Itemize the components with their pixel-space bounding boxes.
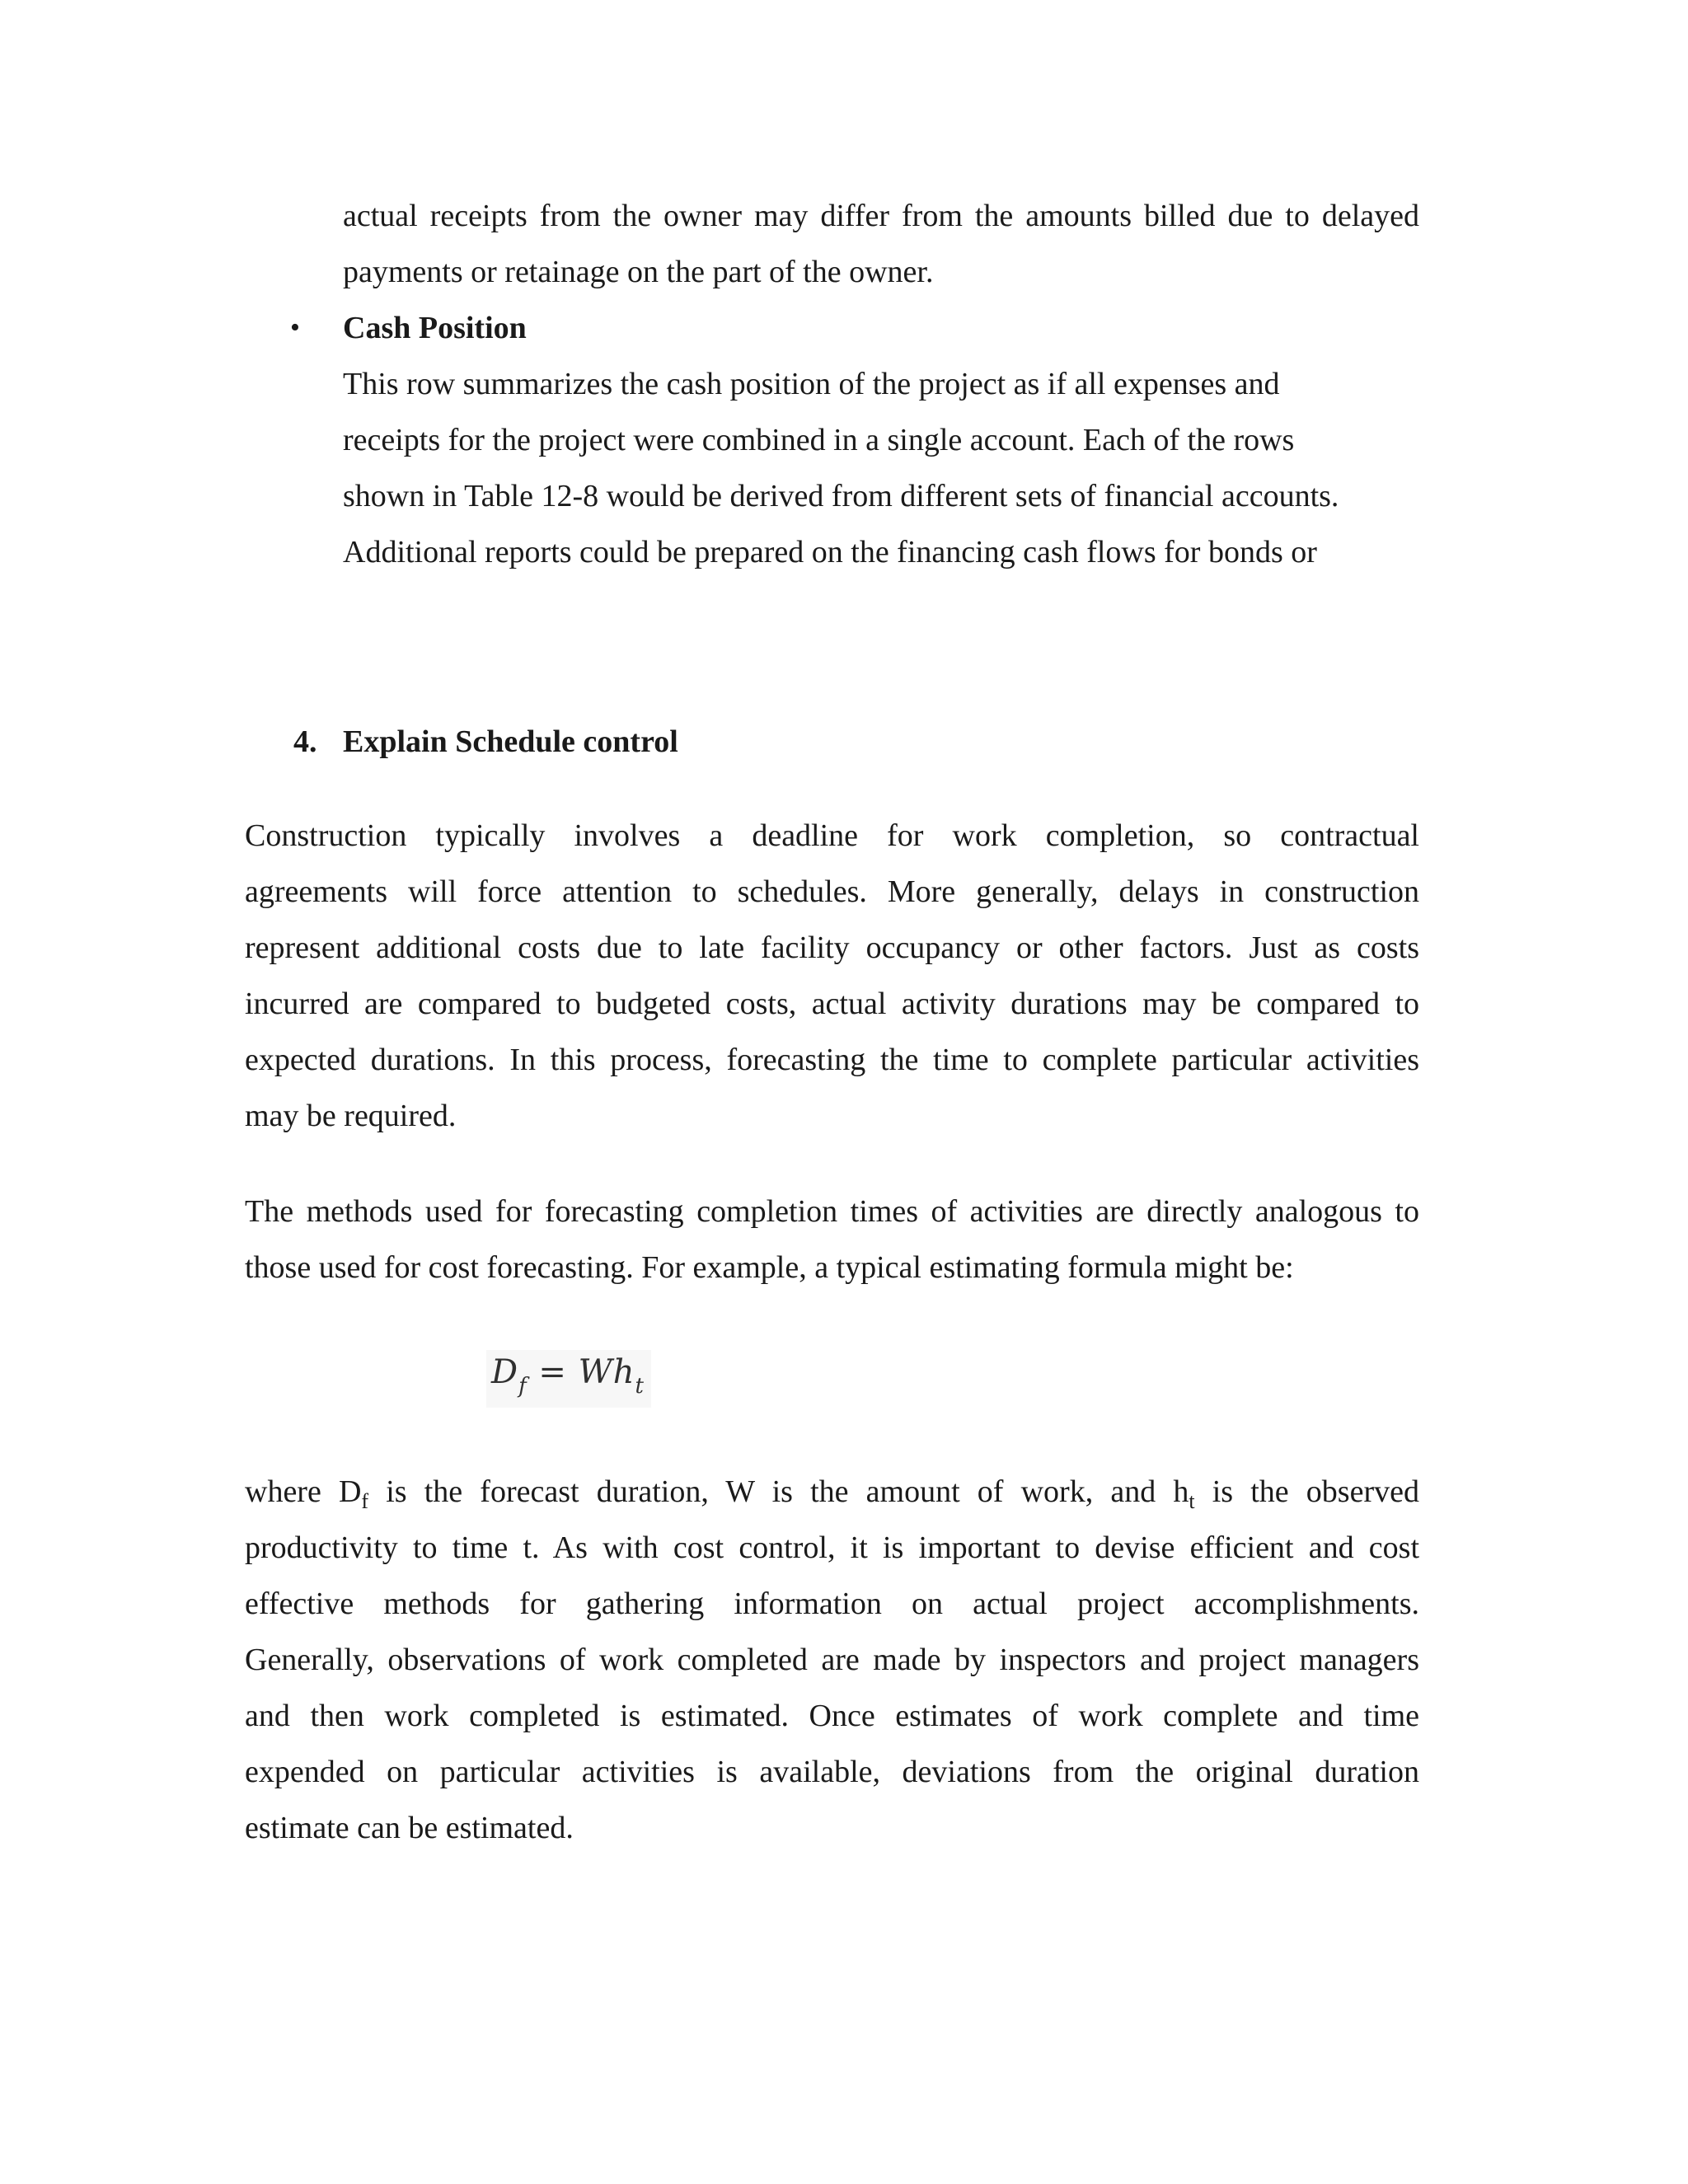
continuation-line-2: payments or retainage on the part of the owner. xyxy=(343,255,934,289)
subscript-f: f xyxy=(361,1489,369,1513)
bullet-title: Cash Position xyxy=(343,311,527,345)
formula-lhs: D xyxy=(491,1353,519,1391)
bullet-text-line-2: receipts for the project were combined in a single account. Each of the rows xyxy=(343,423,1295,457)
formula-rhs: Wh xyxy=(578,1353,635,1391)
bullet-text-line-3: shown in Table 12-8 would be derived from different sets of financial accounts. xyxy=(343,479,1339,513)
paragraph-1-line-5: expected durations. In this process, forecasting the time to complete particular activities xyxy=(245,1043,1419,1077)
paragraph-1-line-2: agreements will force attention to schedules. More generally, delays in construction xyxy=(245,874,1419,909)
continuation-line-1: actual receipts from the owner may differ from the amounts billed due to delayed xyxy=(343,199,1419,233)
formula-rhs-subscript: t xyxy=(635,1374,645,1399)
paragraph-3-line-6: expended on particular activities is available, deviations from the original duration xyxy=(245,1755,1419,1789)
section-title: Explain Schedule control xyxy=(343,724,678,759)
paragraph-3-line-4: Generally, observations of work completed are made by inspectors and project managers xyxy=(245,1643,1419,1677)
formula-image xyxy=(486,1350,651,1408)
paragraph-3-line-3: effective methods for gathering information on actual project accomplishments. xyxy=(245,1586,1419,1621)
section-number: 4. xyxy=(293,724,317,759)
subscript-t: t xyxy=(1189,1489,1195,1513)
bullet-icon: • xyxy=(290,312,300,343)
paragraph-3-line-5: and then work completed is estimated. Once estimates of work complete and time xyxy=(245,1699,1419,1733)
formula-text xyxy=(491,1353,645,1399)
formula-lhs-subscript: f xyxy=(518,1374,528,1399)
paragraph-2-line-2: those used for cost forecasting. For example, a typical estimating formula might be: xyxy=(245,1250,1294,1285)
formula-equals: = xyxy=(527,1353,579,1391)
paragraph-1-line-6: may be required. xyxy=(245,1099,457,1133)
paragraph-1-line-1: Construction typically involves a deadline for work completion, so contractual xyxy=(245,818,1419,853)
paragraph-3-line-7: estimate can be estimated. xyxy=(245,1811,574,1845)
bullet-text-line-4: Additional reports could be prepared on the financing cash flows for bonds or xyxy=(343,535,1317,569)
paragraph-3-line-1 xyxy=(245,1472,1419,1521)
paragraph-3-text: is the observed xyxy=(1194,1474,1419,1509)
paragraph-2-line-1: The methods used for forecasting completion times of activities are directly analogous to xyxy=(245,1194,1419,1229)
paragraph-3-text: where D xyxy=(245,1474,362,1509)
paragraph-1-line-3: represent additional costs due to late facility occupancy or other factors. Just as costs xyxy=(245,930,1419,965)
bullet-text-line-1: This row summarizes the cash position of the project as if all expenses and xyxy=(343,367,1280,401)
paragraph-3-text: is the forecast duration, W is the amount of work, and h xyxy=(368,1474,1189,1509)
paragraph-3-line-2: productivity to time t. As with cost control, it is important to devise efficient and cost xyxy=(245,1530,1419,1565)
paragraph-1-line-4: incurred are compared to budgeted costs, actual activity durations may be compared to xyxy=(245,987,1419,1021)
